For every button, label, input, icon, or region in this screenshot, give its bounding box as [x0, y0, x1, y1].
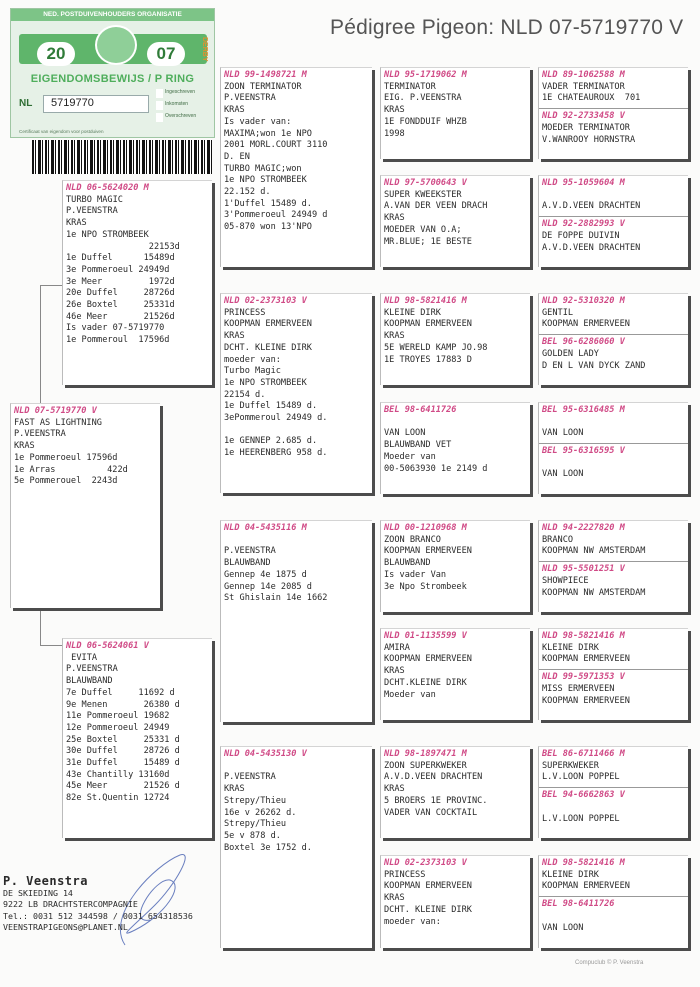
pedigree-text-line: 12e Pommeroeul 24949	[66, 722, 170, 733]
pedigree-text-line: 1e NPO STROMBEEK	[66, 229, 149, 240]
ring-number: BEL 95-6316485 M	[542, 405, 625, 415]
ring-number: BEL 96-6286060 V	[542, 337, 625, 348]
pedigree-text-line: KOOPMAN NW AMSTERDAM	[542, 546, 646, 557]
pedigree-text-line: moeder van:	[224, 354, 281, 365]
pedigree-text-line: EIG. P.VEENSTRA	[384, 93, 462, 104]
pedigree-text-line: TURBO MAGIC	[66, 194, 123, 205]
pedigree-text-line: KOOPMAN ERMERVEEN	[542, 319, 630, 330]
pedigree-text-line: EVITA	[66, 652, 98, 663]
pedigree-text-line: Strepy/Thieu	[224, 819, 287, 830]
pedigree-text-line: DCHT.KLEINE DIRK	[384, 677, 467, 688]
box-divider	[539, 561, 688, 562]
pedigree-box-gen4	[538, 628, 688, 720]
pedigree-text-line: 3ePommeroul 24949 d.	[224, 413, 328, 424]
pedigree-text-line: 1998	[384, 128, 405, 139]
pedigree-text-line: KOOPMAN ERMERVEEN	[542, 695, 630, 706]
pedigree-text-line: 3e Pommeroeul 24949d	[66, 264, 170, 275]
ring-number: NLD 04-5435116 M	[224, 523, 307, 533]
pedigree-text-line: SUPER KWEEKSTER	[384, 189, 462, 200]
ring-number: NLD 99-5971353 V	[542, 672, 625, 683]
certificate-title: EIGENDOMSBEWIJS / P RING	[30, 73, 195, 85]
pedigree-text-line: Boxtel 3e 1752 d.	[224, 842, 312, 853]
pedigree-text-line: DCHT. KLEINE DIRK	[384, 904, 472, 915]
ring-number: BEL 95-6316595 V	[542, 446, 625, 457]
pedigree-text-line: BLAUWBAND	[66, 676, 113, 687]
box-divider	[539, 334, 688, 335]
pedigree-text-line: 1e Duffel 15489 d.	[224, 401, 318, 412]
ring-number: NLD 02-2373103 V	[384, 858, 467, 868]
pedigree-text-line: KOOPMAN ERMERVEEN	[384, 319, 472, 330]
pedigree-text-line: A.V.D.VEEN DRACHTEN	[384, 772, 483, 783]
pedigree-text-line: Gennep 4e 1875 d	[224, 569, 307, 580]
pedigree-text-line: DCHT. KLEINE DIRK	[224, 342, 312, 353]
pedigree-box-ddd	[380, 855, 530, 948]
pedigree-box-gen4	[538, 175, 688, 267]
pedigree-text-line: FAST AS LIGHTNING	[14, 417, 102, 428]
ring-number: NLD 02-2373103 V	[224, 296, 307, 306]
pedigree-text-line: 00-5063930 1e 2149 d	[384, 463, 488, 474]
pedigree-text-line: 1e Pommeroul 17596d	[66, 335, 170, 346]
pedigree-text-line: 5 BROERS 1E PROVINC.	[384, 795, 488, 806]
pedigree-text-line: 82e St.Quentin 12724	[66, 793, 170, 804]
pedigree-box-gen4	[538, 855, 688, 948]
pedigree-text-line: 1e GENNEP 2.685 d.	[224, 436, 318, 447]
pedigree-text-line: P.VEENSTRA	[224, 93, 276, 104]
pedigree-text-line: Gennep 14e 2085 d	[224, 581, 312, 592]
pedigree-text-line: SUPERKWEKER	[542, 760, 599, 771]
pedigree-box-subject	[10, 403, 160, 608]
pedigree-text-line: KLEINE DIRK	[384, 307, 441, 318]
pedigree-text-line: Is vader 07-5719770	[66, 323, 165, 334]
pedigree-box-dam	[62, 638, 212, 838]
ring-number: NLD 95-1059604 M	[542, 178, 625, 188]
pedigree-text-line: 5e v 878 d.	[224, 830, 281, 841]
ring-number: NLD 98-5821416 M	[384, 296, 467, 306]
pedigree-text-line: KRAS	[384, 893, 405, 904]
ring-number: NLD 04-5435130 V	[224, 749, 307, 759]
pedigree-text-line: KRAS	[384, 213, 405, 224]
pedigree-text-line: 1'Duffel 15489 d.	[224, 198, 312, 209]
footer-credit: Compuclub © P. Veenstra	[575, 960, 644, 966]
pedigree-text-line: A.VAN DER VEEN DRACH	[384, 201, 488, 212]
pedigree-box-gen4	[538, 520, 688, 612]
pedigree-box-dd	[220, 746, 372, 948]
pedigree-text-line: Is vader Van	[384, 569, 447, 580]
pedigree-text-line	[224, 761, 369, 773]
pedigree-text-line: KRAS	[66, 218, 87, 229]
owner-name: P. Veenstra	[3, 874, 88, 888]
connector-line	[40, 285, 41, 405]
pedigree-text-line: ZOON BRANCO	[384, 534, 441, 545]
pedigree-box-ss	[220, 67, 372, 267]
pedigree-text-line: PRINCESS	[384, 869, 426, 880]
ring-number: NLD 94-2227820 M	[542, 523, 625, 533]
pedigree-text-line: VADER TERMINATOR	[542, 81, 625, 92]
pedigree-text-line: 26e Boxtel 25331d	[66, 300, 175, 311]
connector-line	[40, 285, 62, 286]
pedigree-text-line: 20e Duffel 28726d	[66, 288, 175, 299]
pedigree-text-line: VADER VAN COCKTAIL	[384, 807, 478, 818]
pedigree-text-line: 3e Npo Strombeek	[384, 581, 467, 592]
pedigree-text-line: V.WANROOY HORNSTRA	[542, 134, 636, 145]
pedigree-text-line: KRAS	[14, 441, 35, 452]
pedigree-text-line: 1e Pommeroeul 17596d	[14, 452, 118, 463]
derby-label: DERBY	[201, 37, 208, 62]
pedigree-text-line: L.V.LOON POPPEL	[542, 813, 620, 824]
pedigree-box-gen4	[538, 293, 688, 385]
pedigree-text-line: TERMINATOR	[384, 81, 436, 92]
pedigree-text-line: 1e NPO STROMBEEK	[224, 377, 307, 388]
pedigree-text-line: 11e Pommeroeul 19682	[66, 711, 170, 722]
pedigree-text-line: MR.BLUE; 1E BESTE	[384, 236, 472, 247]
pedigree-box-gen4	[538, 746, 688, 838]
pedigree-text-line: Moeder van	[384, 689, 436, 700]
pedigree-text-line: KRAS	[384, 105, 405, 116]
connector-line	[40, 610, 41, 645]
pedigree-text-line: KRAS	[384, 666, 405, 677]
pedigree-text-line: 7e Duffel 11692 d	[66, 687, 175, 698]
pedigree-text-line: 45e Meer 21526 d	[66, 781, 180, 792]
pedigree-text-line: A.V.D.VEEN DRACHTEN	[542, 242, 641, 253]
box-divider	[539, 896, 688, 897]
ring-number: NLD 89-1062588 M	[542, 70, 625, 80]
pedigree-text-line: VAN LOON	[542, 922, 584, 933]
pedigree-text-line: KRAS	[224, 105, 245, 116]
ring-certificate	[10, 8, 215, 138]
pedigree-text-line: P.VEENSTRA	[14, 429, 66, 440]
ring-number: NLD 01-1135599 V	[384, 631, 467, 641]
pedigree-text-line: D. EN	[224, 151, 250, 162]
pedigree-text-line: 22153d	[66, 241, 180, 252]
pedigree-text-line: TURBO MAGIC;won	[224, 163, 302, 174]
pedigree-text-line: PRINCESS	[224, 307, 266, 318]
pedigree-text-line	[542, 190, 685, 202]
check-ingeschreven: Ingeschreven	[156, 89, 211, 98]
pedigree-box-ssd	[380, 175, 530, 267]
pedigree-text-line: St Ghislain 14e 1662	[224, 593, 328, 604]
pedigree-text-line	[542, 417, 685, 429]
pedigree-text-line: GOLDEN LADY	[542, 348, 599, 359]
pedigree-text-line: 46e Meer 21526d	[66, 311, 175, 322]
page-title: Pédigree Pigeon: NLD 07-5719770 V	[330, 16, 684, 39]
pedigree-text-line: KRAS	[384, 331, 405, 342]
pedigree-text-line: ZOON SUPERKWEKER	[384, 760, 467, 771]
ring-number: NLD 95-5501251 V	[542, 564, 625, 575]
pedigree-text-line: KRAS	[224, 784, 245, 795]
year-right: 07	[147, 42, 185, 66]
pedigree-box-sdd	[380, 402, 530, 494]
pedigree-text-line: P.VEENSTRA	[224, 546, 276, 557]
certificate-footer: Certificaat van eigendom voor postduiven	[19, 129, 104, 134]
owner-phone: Tel.: 0031 512 344598 / 0031 654318536	[3, 910, 193, 921]
ring-number: NLD 06-5624061 V	[66, 641, 149, 651]
pedigree-box-sd	[220, 293, 372, 493]
ring-number: BEL 86-6711466 M	[542, 749, 625, 759]
pedigree-text-line: VAN LOON	[384, 428, 426, 439]
box-divider	[539, 669, 688, 670]
pedigree-text-line: GENTIL	[542, 307, 574, 318]
pedigree-text-line: 31e Duffel 15489 d	[66, 758, 180, 769]
pedigree-text-line: KOOPMAN NW AMSTERDAM	[542, 587, 646, 598]
ring-number: BEL 98-6411726	[384, 405, 457, 415]
pedigree-text-line: KOOPMAN ERMERVEEN	[384, 881, 472, 892]
pedigree-text-line: KOOPMAN ERMERVEEN	[542, 654, 630, 665]
pedigree-text-line: BLAUWBAND VET	[384, 440, 452, 451]
pedigree-text-line	[384, 417, 527, 429]
pedigree-box-ds	[220, 520, 372, 722]
checkbox-group	[156, 89, 211, 137]
pedigree-text-line: 3'Pommeroeul 24949 d	[224, 210, 328, 221]
pedigree-text-line: 5E WERELD KAMP JO.98	[384, 342, 488, 353]
pedigree-text-line: moeder van:	[384, 916, 441, 927]
pedigree-text-line: Strepy/Thieu	[224, 795, 287, 806]
pedigree-text-line	[224, 425, 369, 437]
pedigree-text-line: BLAUWBAND	[384, 558, 431, 569]
pedigree-box-gen4	[538, 402, 688, 494]
ring-number: NLD 98-5821416 M	[542, 631, 625, 641]
country-code: NL	[19, 98, 33, 109]
pedigree-text-line: KOOPMAN ERMERVEEN	[384, 546, 472, 557]
owner-address-2: 9222 LB DRACHTSTERCOMPAGNIE	[3, 899, 138, 910]
ring-number: BEL 98-6411726	[542, 899, 615, 910]
certificate-header: NED. POSTDUIVENHOUDERS ORGANISATIE	[11, 9, 214, 21]
pedigree-text-line	[542, 802, 685, 814]
pedigree-text-line: 1E FONDDUIF WHZB	[384, 116, 467, 127]
ring-number: NLD 92-2733458 V	[542, 111, 625, 122]
pedigree-text-line: KOOPMAN ERMERVEEN	[224, 319, 312, 330]
lion-emblem-icon	[95, 25, 137, 65]
check-inkomsten: Inkomsten	[156, 101, 211, 110]
pedigree-text-line: VAN LOON	[542, 428, 584, 439]
pedigree-text-line	[224, 535, 369, 547]
owner-email: VEENSTRAPIGEONS@PLANET.NL	[3, 922, 128, 933]
pedigree-text-line: 5e Pommerouel 2243d	[14, 476, 118, 487]
owner-info	[3, 876, 193, 934]
pedigree-box-dsd	[380, 628, 530, 720]
pedigree-text-line: BRANCO	[542, 534, 574, 545]
ring-number: NLD 07-5719770 V	[14, 406, 97, 416]
pedigree-text-line: Moeder van	[384, 451, 436, 462]
pedigree-text-line: 9e Menen 26380 d	[66, 699, 180, 710]
connector-line	[40, 645, 62, 646]
pedigree-box-dss	[380, 520, 530, 612]
check-overschreven: Overschreven	[156, 113, 211, 122]
box-divider	[539, 787, 688, 788]
ring-number: NLD 92-5310320 M	[542, 296, 625, 306]
pedigree-text-line: BLAUWBAND	[224, 558, 271, 569]
pedigree-text-line: ZOON TERMINATOR	[224, 81, 302, 92]
pedigree-text-line: KOOPMAN ERMERVEEN	[384, 654, 472, 665]
pedigree-box-dds	[380, 746, 530, 838]
pedigree-box-sds	[380, 293, 530, 385]
pedigree-text-line: Is vader van:	[224, 116, 292, 127]
pedigree-text-line: P.VEENSTRA	[224, 772, 276, 783]
pedigree-text-line: DE FOPPE DUIVIN	[542, 230, 620, 241]
box-divider	[539, 108, 688, 109]
ring-number: 5719770	[51, 97, 94, 109]
pedigree-text-line: Turbo Magic	[224, 366, 281, 377]
pedigree-text-line	[542, 458, 685, 470]
pedigree-box-sss	[380, 67, 530, 159]
ring-number: NLD 95-1719062 M	[384, 70, 467, 80]
pedigree-text-line: 25e Boxtel 25331 d	[66, 734, 180, 745]
pedigree-text-line: 1E TROYES 17883 D	[384, 354, 472, 365]
ring-number: NLD 97-5700643 V	[384, 178, 467, 188]
ring-number: NLD 99-1498721 M	[224, 70, 307, 80]
pedigree-text-line: KLEINE DIRK	[542, 869, 599, 880]
pedigree-text-line: KRAS	[224, 331, 245, 342]
pedigree-box-gen4	[538, 67, 688, 159]
pedigree-text-line: 2001 MORL.COURT 3110	[224, 140, 328, 151]
pedigree-text-line: A.V.D.VEEN DRACHTEN	[542, 201, 641, 212]
owner-address-1: DE SKIEDING 14	[3, 887, 73, 898]
pedigree-text-line: 1e HEERENBERG 958 d.	[224, 448, 328, 459]
pedigree-text-line: D EN L VAN DYCK ZAND	[542, 360, 646, 371]
pedigree-text-line	[542, 911, 685, 923]
pedigree-text-line: 22.152 d.	[224, 187, 271, 198]
pedigree-text-line: 30e Duffel 28726 d	[66, 746, 180, 757]
pedigree-text-line: 22154 d.	[224, 389, 266, 400]
pedigree-text-line: KLEINE DIRK	[542, 642, 599, 653]
pedigree-text-line: 1e Duffel 15489d	[66, 253, 175, 264]
box-divider	[539, 443, 688, 444]
pedigree-text-line: 1e Arras 422d	[14, 464, 128, 475]
pedigree-text-line: 1e NPO STROMBEEK	[224, 175, 307, 186]
ring-number: NLD 06-5624020 M	[66, 183, 149, 193]
pedigree-text-line: SHOWPIECE	[542, 575, 589, 586]
ring-number: NLD 98-1897471 M	[384, 749, 467, 759]
pedigree-text-line: KRAS	[384, 784, 405, 795]
pedigree-text-line: P.VEENSTRA	[66, 206, 118, 217]
ring-number: NLD 92-2882993 V	[542, 219, 625, 230]
box-divider	[539, 216, 688, 217]
pedigree-text-line: 3e Meer 1972d	[66, 276, 175, 287]
pedigree-text-line: MOEDER TERMINATOR	[542, 122, 630, 133]
pedigree-text-line: KOOPMAN ERMERVEEN	[542, 881, 630, 892]
pedigree-text-line: AMIRA	[384, 642, 410, 653]
ring-number: NLD 98-5821416 M	[542, 858, 625, 868]
pedigree-text-line: 16e v 26262 d.	[224, 807, 297, 818]
pedigree-text-line: MISS ERMERVEEN	[542, 683, 615, 694]
pedigree-text-line: MAXIMA;won 1e NPO	[224, 128, 312, 139]
pedigree-text-line: MOEDER VAN O.A;	[384, 224, 462, 235]
year-left: 20	[37, 42, 75, 66]
pedigree-text-line: 05-870 won 13'NPO	[224, 222, 312, 233]
pedigree-text-line: P.VEENSTRA	[66, 664, 118, 675]
pedigree-text-line: L.V.LOON POPPEL	[542, 772, 620, 783]
ring-number: BEL 94-6662863 V	[542, 790, 625, 801]
pedigree-text-line: 43e Chantilly 13160d	[66, 769, 170, 780]
barcode-image	[32, 140, 212, 174]
pedigree-text-line: 1E CHATEAUROUX 701	[542, 93, 641, 104]
pedigree-box-sire	[62, 180, 212, 385]
ring-number: NLD 00-1210968 M	[384, 523, 467, 533]
pedigree-text-line: VAN LOON	[542, 469, 584, 480]
